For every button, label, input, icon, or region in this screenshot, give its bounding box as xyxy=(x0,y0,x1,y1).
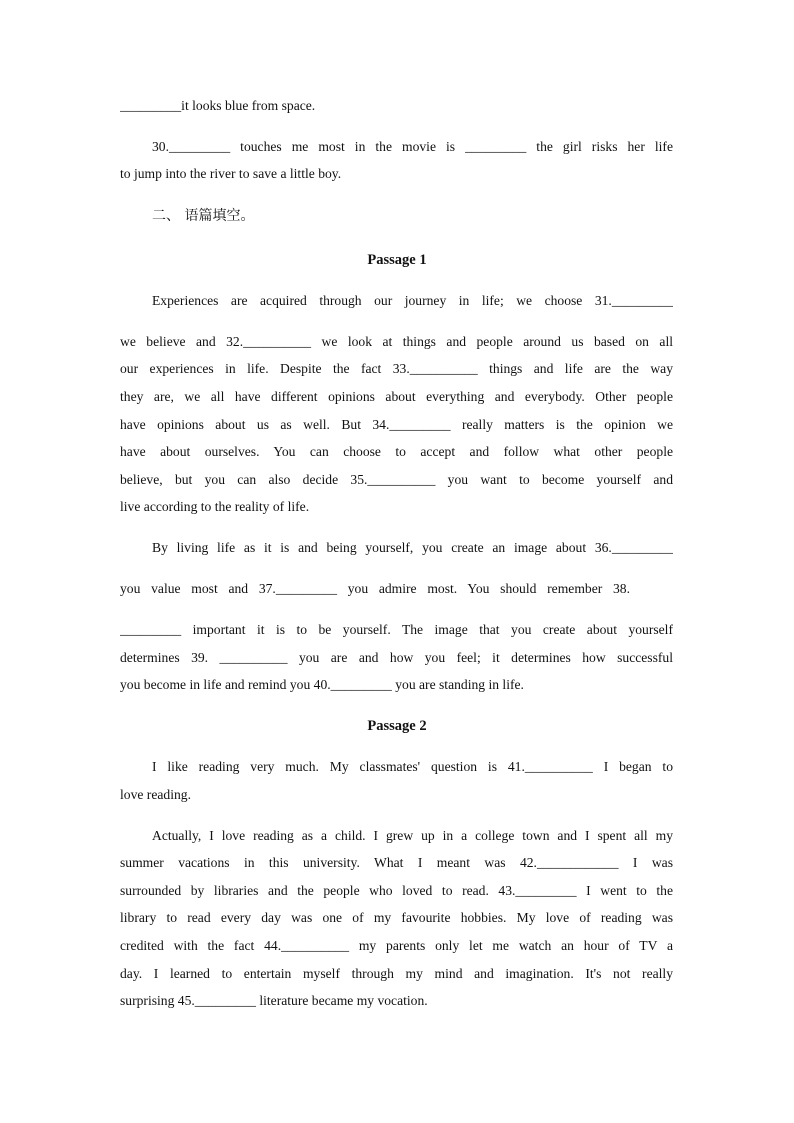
passage-1-p2-line-5: you become in life and remind you 40._________ you are standing in life. xyxy=(120,677,524,692)
passage-2-p2-line-2: summer vacations in this university. What I meant was 42.____________ I was xyxy=(120,855,673,870)
passage-1-p2-line-1: By living life as it is and being yourself, you create an image about 36._________ xyxy=(152,540,673,555)
passage-2-p1-line-2: love reading. xyxy=(120,787,191,802)
passage-1-p2-line-4: determines 39. __________ you are and how you feel; it determines how successful xyxy=(120,650,673,665)
passage-2-p1-line-1: I like reading very much. My classmates' question is 41.__________ I began to xyxy=(152,759,673,774)
passage-1-p1-line-6: have about ourselves. You can choose to accept and follow what other people xyxy=(120,444,673,459)
section-title: 二、 语篇填空。 xyxy=(152,208,255,224)
passage-1-p1-line-5: have opinions about us as well. But 34._________ really matters is the opinion we xyxy=(120,417,673,432)
passage-1-p1-line-8: live according to the reality of life. xyxy=(120,499,310,514)
passage-2-p2-line-7: surprising 45._________ literature became my vocation. xyxy=(120,993,428,1008)
passage-1-p1-line-4: they are, we all have different opinions about everything and everybody. Other people xyxy=(120,389,673,404)
passage-1-title: Passage 1 xyxy=(367,252,427,268)
passage-1-p1-line-7: believe, but you can also decide 35.__________ you want to become yourself and xyxy=(120,472,673,487)
passage-2-p2-line-4: library to read every day was one of my favourite hobbies. My love of reading was xyxy=(120,910,673,925)
passage-2-title: Passage 2 xyxy=(367,718,427,734)
passage-1-p1-line-3: our experiences in life. Despite the fact 33.__________ things and life are the way xyxy=(120,361,673,376)
passage-1-p2-line-3: _________ important it is to be yourself. The image that you create about yourself xyxy=(120,622,673,637)
question-30-line-1: 30._________ touches me most in the movie is _________ the girl risks her life xyxy=(152,139,673,154)
passage-2-p2-line-3: surrounded by libraries and the people who loved to read. 43._________ I went to the xyxy=(120,883,673,898)
passage-2-p2-line-5: credited with the fact 44.__________ my parents only let me watch an hour of TV a xyxy=(120,938,673,953)
passage-1-p1-line-2: we believe and 32.__________ we look at things and people around us based on all xyxy=(120,334,673,349)
passage-2-p2-line-1: Actually, I love reading as a child. I grew up in a college town and I spent all my xyxy=(152,828,673,843)
passage-2-p2-line-6: day. I learned to entertain myself through my mind and imagination. It's not really xyxy=(120,966,673,981)
fragment-line: _________it looks blue from space. xyxy=(120,98,316,113)
passage-1-p1-line-1: Experiences are acquired through our journey in life; we choose 31._________ xyxy=(152,293,673,308)
question-30-line-2: to jump into the river to save a little boy. xyxy=(120,166,342,181)
passage-1-p2-line-2: you value most and 37._________ you admire most. You should remember 38. xyxy=(120,581,630,596)
